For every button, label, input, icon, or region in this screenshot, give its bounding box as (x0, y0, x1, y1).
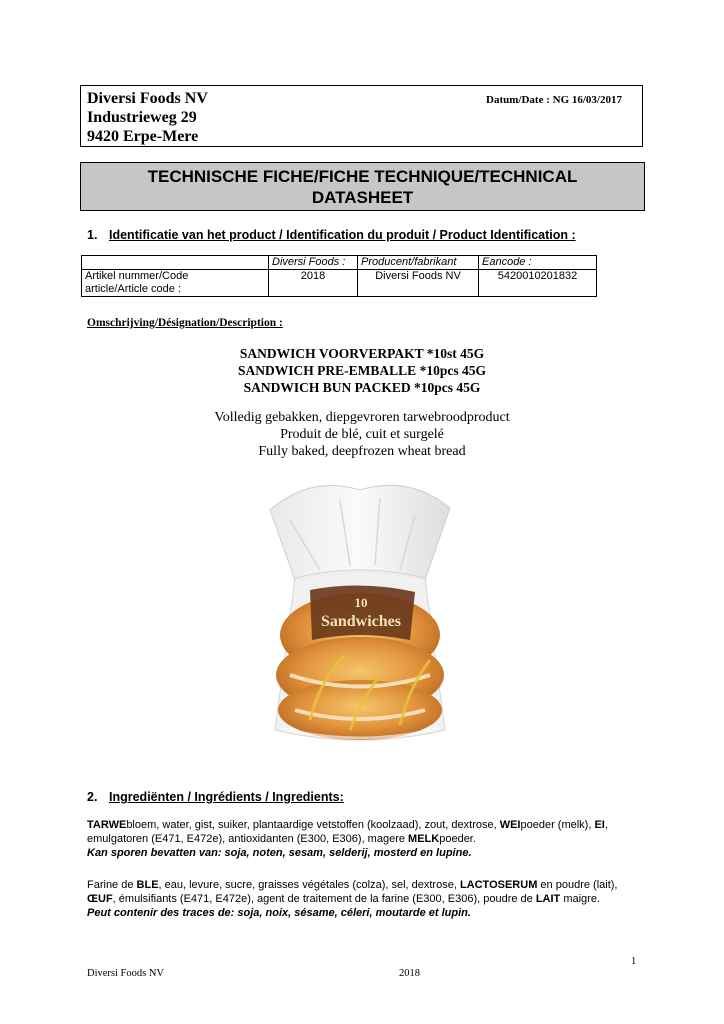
ingredients-fr-text-3: , émulsifiants (E471, E472e), agent de traitement de la farine (E300, E306), poudre de (112, 893, 536, 905)
row-label-line-1: Artikel nummer/Code (85, 270, 189, 282)
footer-company: Diversi Foods NV (87, 968, 165, 979)
article-code-value: 2018 (269, 270, 358, 297)
ingredients-fr-text-0: Farine de (87, 879, 137, 891)
header-producer: Producent/fabrikant (358, 256, 479, 270)
document-date: Datum/Date : NG 16/03/2017 (486, 94, 622, 106)
company-header-box (80, 85, 643, 147)
allergen-lactoserum: LACTOSERUM (459, 879, 538, 891)
traces-dutch: Kan sporen bevatten van: soja, noten, sesam, selderij, mosterd en lupine. (87, 847, 472, 859)
ingredients-fr-text-4: maigre. (560, 893, 601, 905)
product-name-fr: SANDWICH PRE-EMBALLE *10pcs 45G (238, 363, 486, 378)
eancode-value: 5420010201832 (479, 270, 597, 297)
section-1-heading (87, 228, 576, 242)
ingredients-nl-text-3: , emulgatoren (E471, E472e), antioxidanten (E300, E306), magere (87, 819, 608, 845)
section-2-heading (87, 790, 344, 804)
ingredients-nl-text-2: poeder (melk), (520, 819, 595, 831)
bag-count-text: 10 (354, 595, 368, 610)
allergen-tarwe: TARWE (87, 819, 127, 831)
table-header-row (82, 256, 597, 270)
section-1-title: Identificatie van het product / Identification du produit / Product Identification : (109, 228, 576, 242)
description-label: Omschrijving/Désignation/Description : (87, 317, 283, 329)
traces-french: Peut contenir des traces de: soja, noix, sésame, céleri, moutarde et lupin. (87, 907, 471, 919)
product-names (0, 345, 724, 396)
page-number: 1 (631, 956, 637, 967)
ingredients-fr-text-1: , eau, levure, sucre, graisses végétales (colza), sel, dextrose, (158, 879, 460, 891)
allergen-ei: EI (594, 819, 605, 831)
row-label (82, 270, 269, 297)
product-photo (250, 470, 470, 760)
table-empty-corner (82, 256, 269, 270)
section-2-title: Ingrediënten / Ingrédients / Ingredients: (109, 790, 344, 804)
ingredients-nl-text-1: bloem, water, gist, suiker, plantaardige vetstoffen (koolzaad), zout, dextrose, (126, 819, 500, 831)
title-line-1: TECHNISCHE FICHE/FICHE TECHNIQUE/TECHNICAL (147, 167, 578, 186)
company-city: 9420 Erpe-Mere (87, 128, 199, 145)
allergen-melk: MELK (408, 833, 440, 845)
footer-code: 2018 (399, 968, 420, 979)
title-line-2: DATASHEET (311, 188, 414, 207)
header-diversi-foods: Diversi Foods : (269, 256, 358, 270)
document-title (80, 162, 645, 211)
allergen-ble: BLE (136, 879, 159, 891)
product-name-nl: SANDWICH VOORVERPAKT *10st 45G (239, 346, 485, 361)
product-description-nl: Volledig gebakken, diepgevroren tarwebroodproduct (214, 410, 510, 425)
ingredients-dutch (87, 818, 647, 860)
allergen-wei: WEI (499, 819, 521, 831)
product-description-fr: Produit de blé, cuit et surgelé (280, 427, 444, 442)
ingredients-nl-text-4: poeder. (439, 833, 476, 845)
product-name-en: SANDWICH BUN PACKED *10pcs 45G (243, 380, 481, 395)
ingredients-fr-text-2: en poudre (lait), (537, 879, 618, 891)
company-street: Industrieweg 29 (87, 109, 197, 126)
allergen-lait: LAIT (535, 893, 561, 905)
allergen-oeuf: ŒUF (87, 893, 113, 905)
product-descriptions (0, 409, 724, 460)
row-label-line-2: article/Article code : (85, 283, 181, 295)
section-1-number: 1. (87, 228, 98, 242)
product-description-en: Fully baked, deepfrozen wheat bread (258, 444, 466, 459)
section-2-number: 2. (87, 790, 98, 804)
ingredients-french (87, 878, 647, 920)
company-name: Diversi Foods NV (87, 90, 208, 107)
producer-value: Diversi Foods NV (358, 270, 479, 297)
bag-label-text: Sandwiches (320, 613, 402, 630)
product-identification-table (81, 255, 597, 297)
table-row (82, 270, 597, 297)
header-eancode: Eancode : (479, 256, 597, 270)
